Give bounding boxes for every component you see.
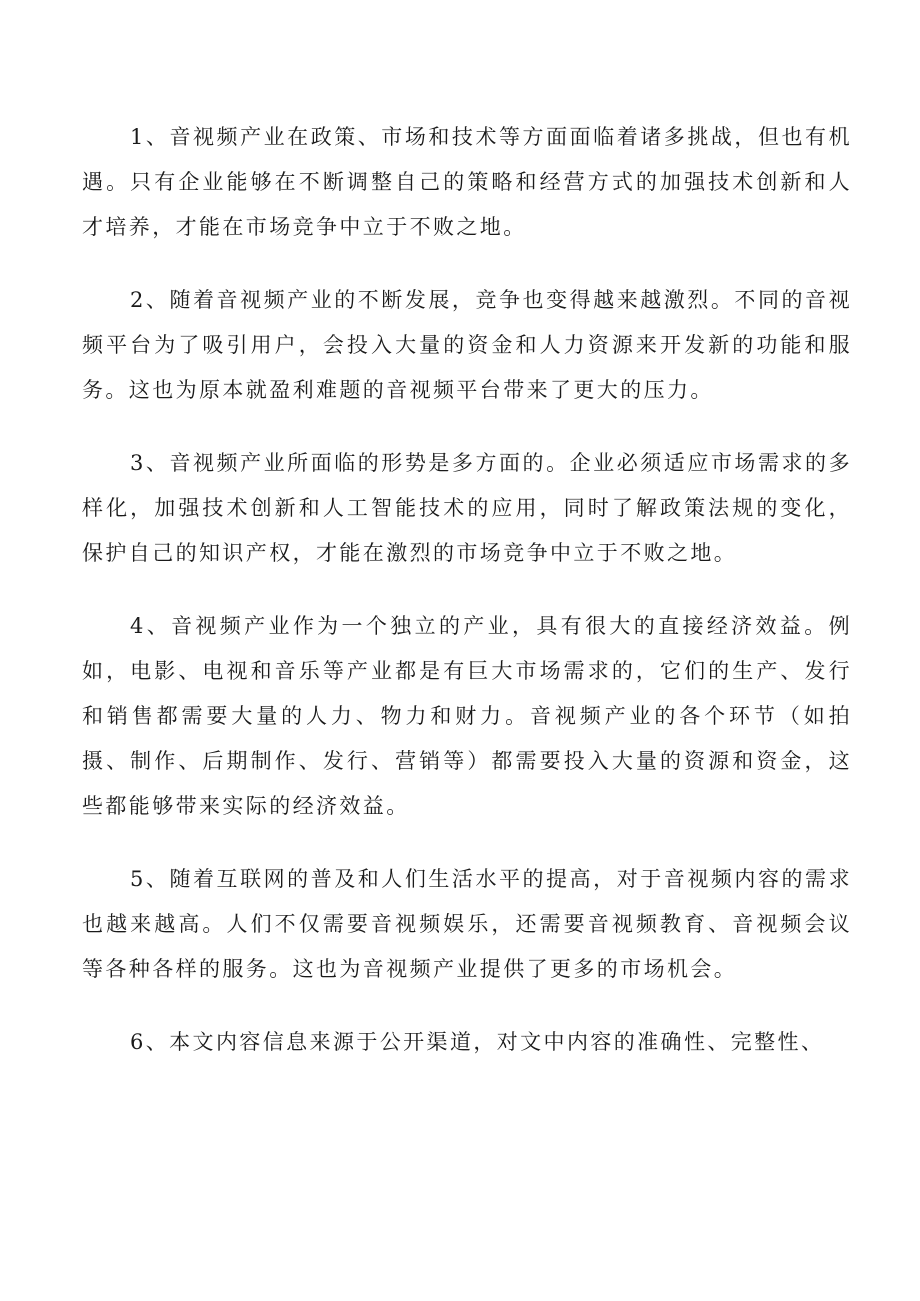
paragraph-4: 4、音视频产业作为一个独立的产业，具有很大的直接经济效益。例如，电影、电视和音乐等产业都是有巨大市场需求的，它们的生产、发行和销售都需要大量的人力、物力和财力。音视频产业的各个环节（如拍摄、制作、后期制作、发行、营销等）都需要投入大量的资源和资金，这些都能够带来实际的经济效益。: [82, 614, 852, 818]
paragraph-3: 3、音视频产业所面临的形势是多方面的。企业必须适应市场需求的多样化，加强技术创新和人工智能技术的应用，同时了解政策法规的变化，保护自己的知识产权，才能在激烈的市场竞争中立于不败之地。: [82, 451, 852, 565]
paragraph-2: 2、随着音视频产业的不断发展，竞争也变得越来越激烈。不同的音视频平台为了吸引用户，会投入大量的资金和人力资源来开发新的功能和服务。这也为原本就盈利难题的音视频平台带来了更大的压力。: [82, 288, 852, 402]
paragraph-1: 1、音视频产业在政策、市场和技术等方面面临着诸多挑战，但也有机遇。只有企业能够在不断调整自己的策略和经营方式的加强技术创新和人才培养，才能在市场竞争中立于不败之地。: [82, 125, 852, 239]
paragraph-5: 5、随着互联网的普及和人们生活水平的提高，对于音视频内容的需求也越来越高。人们不仅需要音视频娱乐，还需要音视频教育、音视频会议等各种各样的服务。这也为音视频产业提供了更多的市场机会。: [82, 867, 852, 981]
paragraph-6: 6、本文内容信息来源于公开渠道，对文中内容的准确性、完整性、: [130, 1030, 825, 1054]
document-body: [82, 115, 852, 1093]
